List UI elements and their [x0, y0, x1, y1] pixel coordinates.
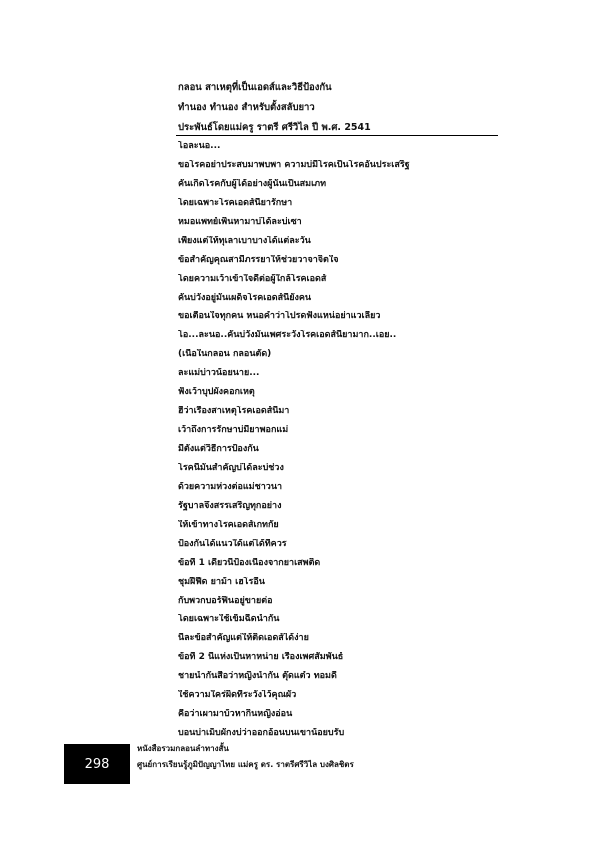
poem-line: ฟังเว้าบุปผังคอกเหตุ — [178, 387, 255, 398]
poem-line: มีตั้งแต่วิธีการป้องกัน — [178, 444, 259, 454]
poem-line: ขอโรคอย่าประสบมาพบพา ความบ่มีโรคเป็นโรคอันประเสริฐ — [178, 159, 410, 170]
poem-line: ขอเตือนใจทุกคน หนอคำว่าโปรดฟังแหน่อย่าแวเลี้ยว — [178, 311, 381, 322]
poem-line: หมอแพทย์เพิ่นหามาบ่ได้ละบ่เซา — [178, 216, 302, 227]
poem-line: ข้อสำคัญคุณสามีภรรยาให้ช่วยวาจาจิตใจ — [178, 254, 339, 265]
poem-line: เว้าถึงการรักษาบ่มียาพอกแม่ — [178, 425, 289, 436]
poem-line: (เนื้อในกลอน กลอนตัด) — [178, 349, 272, 360]
poem-line: ด้วยความห่วงต่อแม่ชาวนา — [178, 481, 283, 492]
footer-caption — [137, 744, 437, 776]
poem-line: โรคนี้มันสำคัญบ่ได้ละบ่ช่วง — [178, 462, 284, 473]
poem-line: กับพวกบอร์ฟินอยู่ขายต่อ — [178, 595, 273, 606]
poem-line: ให้เข้าทางโรคเอดส์เกทกัย — [178, 519, 279, 530]
poem-line: โอ...ละนอ..คันบ่วังมั่นเพศระวังโรคเอดส์นี้ยามาก..เอย.. — [178, 330, 397, 341]
book-title: หนังสือรวมกลอนลำทางสั้น — [137, 744, 229, 753]
poem-line: ข้อที่ 1 เดียวนี้ป้องเนื่องจากยาเสพติด — [178, 557, 321, 568]
poem-line: คือว่าเผามาบ้วหากินหญิงอ่อน — [178, 709, 293, 720]
poem-line: คันเกิดโรคกับผู้ได้อย่างผู้นั้นเป็นสมเภท — [178, 178, 327, 189]
poem-line: ป้องกันได้แนวใด้แต่ได้ที่ควร — [178, 538, 287, 549]
poem-line: รัฐบาลจึงสรรเสริญทุกอย่าง — [178, 500, 282, 511]
poem-line: บอนบ่าเม็บผักงบ่ว่าออกอ้อนบนเขาน้อยบรับ — [178, 728, 345, 739]
poem-line: ข้อที่ 2 นี่แห่งเป็นหาหน่าย เรื่องเพศสัมพันธ์ — [178, 652, 344, 663]
poem-line: ชุมฝีฟืด ยาม้า เฮโรอีน — [178, 576, 265, 587]
poem-line: ใช้ความใคร่ผิดที่ระวังไว้คุณผัว — [178, 690, 297, 701]
poem-header — [178, 82, 498, 142]
poem-line: โอละนอ... — [178, 141, 221, 151]
poem-line: โดยความเว้าเข้าใจดีต่อผู้ใกล้โรคเอดส์ — [178, 273, 327, 284]
poem-line: ละแม่บ่าวน้อยนาย... — [178, 368, 260, 379]
poem-line: เพียงแต่ให้ทุเลาเบาบางได้แต่ละวัน — [178, 235, 311, 246]
poem-title: กลอน สาเหตุที่เป็นเอดส์และวิธีป้องกัน — [178, 82, 332, 93]
header-divider — [176, 135, 498, 136]
poem-author: ประพันธ์โดยแม่ครู ราตรี ศรีวิไล ปี พ.ศ. 2541 — [178, 122, 371, 133]
publisher-line: ศูนย์การเรียนรู้ภูมิปัญญาไทย แม่ครู ดร. ราตรีศรีวิไล บงศิลชิตร — [137, 760, 354, 769]
poem-line: นี่ละข้อสำคัญแต่ให้ติดเอดส์ได้ง่าย — [178, 633, 309, 644]
poem-line: โดยเฉพาะโรคเอดส์นี้ยารักษา — [178, 197, 293, 208]
poem-body — [178, 141, 498, 747]
poem-line: ชายนำกันสือว่าหญิงนำกัน ตุ๊ดแต๋ว ทอมดี้ — [178, 671, 337, 682]
poem-melody: ทำนอง ทำนอง สำหรับตั้งสลับยาว — [178, 102, 315, 113]
poem-line: ฮีว่าเรื่องสาเหตุโรคเอดส์นี้มา — [178, 406, 290, 417]
poem-line: คันบ่วังอยู่มันเผด็จโรคเอดส์นี้ยังคน — [178, 292, 312, 303]
poem-line: โดยเฉพาะใช้เข็มฉีดนำกัน — [178, 614, 280, 625]
page-number: 298 — [64, 744, 130, 784]
